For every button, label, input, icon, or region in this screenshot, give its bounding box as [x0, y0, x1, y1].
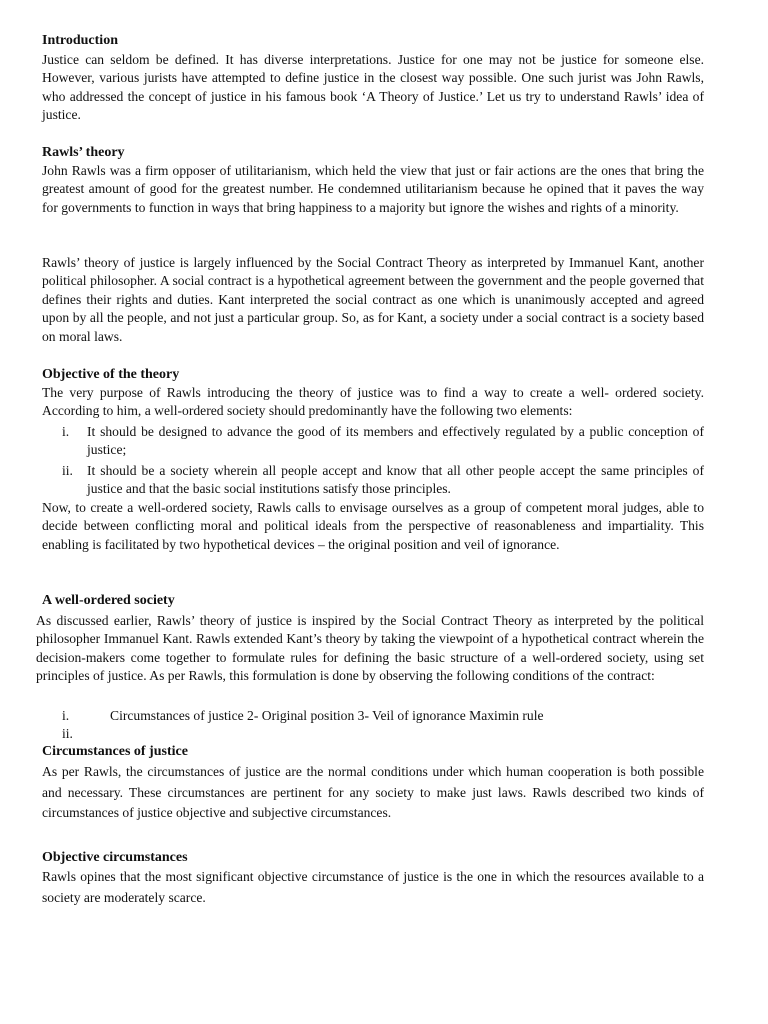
- list-number: i.: [62, 708, 70, 723]
- heading-objective: Objective of the theory: [42, 367, 180, 382]
- paragraph-introduction: Justice can seldom be defined. It has diverse interpretations. Justice for one may not be justice for someone else. However, various jurists have attempted to define justice in the closest way possible. One such jurist was John Rawls, who addressed the concept of justice in his famous book ‘A Theory of Justice.’ Let us try to understand Rawls’ idea of justice.: [42, 52, 704, 123]
- list-number: ii.: [62, 463, 73, 478]
- list-item: It should be designed to advance the good of its members and effectively regulated by a public conception of justice;: [87, 424, 704, 458]
- paragraph-moral-judges: Now, to create a well-ordered society, Rawls calls to envisage ourselves as a group of competent moral judges, able to decide between conflicting moral and political ideals from the perspective of reasonableness and impartiality. This enabling is facilitated by two hypothetical devices – the original position and veil of ignorance.: [42, 500, 704, 552]
- list-number: i.: [62, 424, 70, 439]
- list-item: It should be a society wherein all people accept and know that all other people accept the same principles of justice and that the basic social institutions satisfy those principles.: [87, 463, 704, 497]
- heading-introduction: Introduction: [42, 33, 118, 48]
- paragraph-circumstances: As per Rawls, the circumstances of justice are the normal conditions under which human cooperation is both possible and necessary. These circumstances are pertinent for any society to make just laws. Rawls described two kinds of circumstances of justice objective and subjective circumstances.: [42, 764, 704, 820]
- conditions-list-item: Circumstances of justice 2- Original position 3- Veil of ignorance Maximin rule: [110, 708, 544, 723]
- list-number: ii.: [62, 726, 73, 741]
- paragraph-rawls-utilitarianism: John Rawls was a firm opposer of utilitarianism, which held the view that just or fair actions are the ones that bring the greatest amount of good for the greatest number. He condemned utilitarianism because he opined that it paves the way for governments to function in ways that bring happiness to a majority but ignore the wishes and rights of a minority.: [42, 163, 704, 215]
- heading-circumstances-of-justice: Circumstances of justice: [42, 744, 188, 759]
- paragraph-rawls-kant: Rawls’ theory of justice is largely influenced by the Social Contract Theory as interpreted by Immanuel Kant, another political philosopher. A social contract is a hypothetical agreement between the government and the people governed that defines their rights and duties. Kant interpreted the social contract as one which is unanimously accepted and agreed upon by all the people, and not just a particular group. So, as for Kant, a society under a social contract is a society based on moral laws.: [42, 255, 704, 344]
- heading-objective-circumstances: Objective circumstances: [42, 850, 188, 865]
- heading-rawls-theory: Rawls’ theory: [42, 145, 125, 160]
- heading-well-ordered-society: A well-ordered society: [42, 593, 175, 608]
- paragraph-objective-circumstances: Rawls opines that the most significant objective circumstance of justice is the one in which the resources available to a society are moderately scarce.: [42, 869, 704, 905]
- paragraph-objective: The very purpose of Rawls introducing the theory of justice was to find a way to create a well- ordered society. According to him, a well-ordered society should predominantly have the following two elements:: [42, 385, 704, 419]
- paragraph-well-ordered-society: As discussed earlier, Rawls’ theory of justice is inspired by the Social Contract Theory as interpreted by the political philosopher Immanuel Kant. Rawls extended Kant’s theory by taking the viewpoint of a hypothetical contract wherein the decision-makers come together to formulate rules for defining the basic structure of a well-ordered society, using set principles of justice. As per Rawls, this formulation is done by observing the following conditions of the contract:: [36, 613, 704, 684]
